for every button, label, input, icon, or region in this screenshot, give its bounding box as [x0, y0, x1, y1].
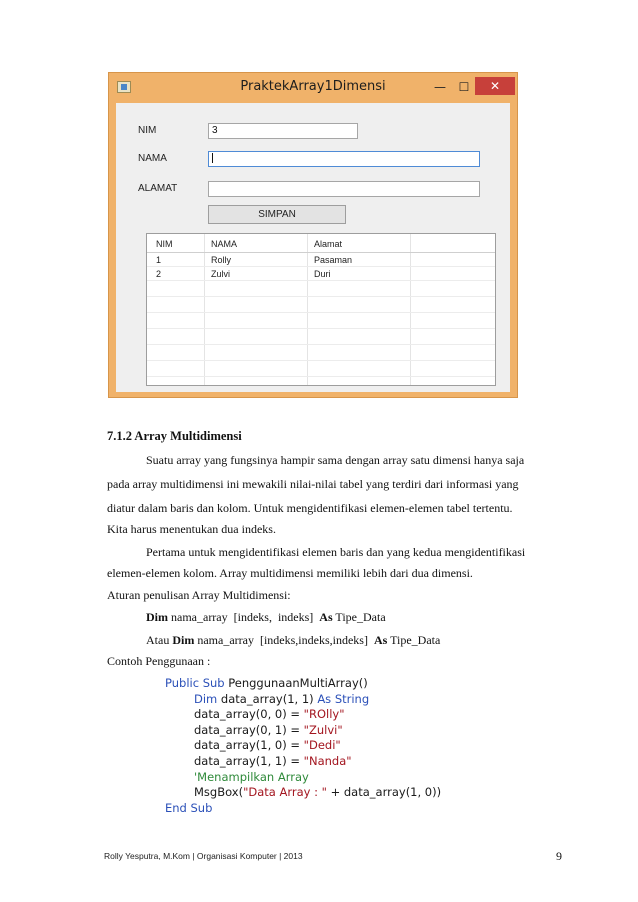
syntax-text: nama_array [indeks, indeks] — [168, 610, 320, 624]
grid-row-line — [147, 296, 495, 297]
syntax-text: Tipe_Data — [387, 633, 441, 647]
grid-cell-nama[interactable]: Rolly — [211, 255, 232, 265]
code-line — [165, 738, 441, 754]
code-line — [165, 785, 441, 801]
nim-label: NIM — [138, 125, 157, 136]
code-text: data_array(0, 0) = — [194, 707, 304, 722]
example-label: Contoh Penggunaan : — [107, 654, 211, 668]
code-text: PenggunaanMultiArray() — [224, 676, 368, 690]
maximize-icon[interactable]: ☐ — [458, 80, 470, 94]
grid-row-line — [147, 328, 495, 329]
syntax-text: nama_array [indeks,indeks,indeks] — [194, 633, 374, 647]
form-screenshot — [108, 72, 518, 398]
data-grid[interactable] — [146, 233, 496, 386]
code-keyword: Dim — [194, 691, 218, 706]
code-text: + data_array(1, 0)) — [326, 785, 442, 800]
code-text: data_array(1, 0) = — [194, 738, 304, 753]
grid-row-line — [147, 344, 495, 345]
grid-row-line — [147, 360, 495, 361]
code-comment: 'Menampilkan Array — [194, 769, 309, 784]
code-keyword: Public Sub — [165, 676, 225, 690]
paragraph-line: Pertama untuk mengidentifikasi elemen baris dan yang kedua mengidentifikasi — [146, 545, 526, 559]
code-string: "Nanda" — [303, 753, 352, 768]
keyword: As — [319, 610, 333, 624]
nama-field[interactable] — [208, 151, 480, 167]
grid-header-nama[interactable]: NAMA — [211, 239, 238, 249]
grid-cell-nim[interactable]: 2 — [156, 269, 162, 279]
close-icon[interactable]: ✕ — [475, 77, 515, 95]
minimize-icon[interactable]: — — [434, 80, 446, 94]
nama-label: NAMA — [138, 153, 167, 164]
section-title: 7.1.2 Array Multidimensi — [107, 429, 242, 443]
code-string: "Data Array : " — [243, 785, 327, 800]
code-string: "Dedi" — [303, 738, 341, 753]
title-bar — [109, 73, 517, 103]
grid-header-nim[interactable]: NIM — [156, 239, 173, 249]
grid-row-line — [147, 312, 495, 313]
code-text: data_array(0, 1) = — [194, 722, 304, 737]
code-line — [165, 707, 441, 723]
form-client-area — [116, 103, 510, 392]
code-block — [165, 676, 441, 816]
code-keyword: As String — [317, 691, 370, 706]
code-string: "Zulvi" — [303, 722, 343, 737]
code-line — [165, 692, 441, 708]
page-number: 9 — [556, 849, 562, 863]
code-line — [165, 754, 441, 770]
grid-cell-nim[interactable]: 1 — [156, 255, 162, 265]
code-text: MsgBox( — [194, 785, 244, 800]
syntax-line — [146, 634, 440, 646]
code-line — [165, 723, 441, 739]
syntax-text: Atau — [146, 633, 173, 647]
code-string: "ROlly" — [303, 707, 345, 722]
code-text: data_array(1, 1) = — [194, 753, 304, 768]
code-keyword: End Sub — [165, 800, 213, 815]
grid-row-line — [147, 266, 495, 267]
grid-header-alamat[interactable]: Alamat — [314, 239, 343, 249]
grid-row-line — [147, 376, 495, 377]
keyword: As — [373, 633, 388, 647]
alamat-label: ALAMAT — [138, 183, 178, 194]
nim-field[interactable]: 3 — [208, 123, 358, 139]
paragraph-line: elemen-elemen kolom. Array multidimensi memiliki lebih dari dua dimensi. — [107, 566, 473, 580]
grid-cell-alamat[interactable]: Pasaman — [314, 255, 353, 265]
grid-column-divider — [204, 234, 205, 385]
grid-column-divider — [410, 234, 411, 385]
paragraph-line: Aturan penulisan Array Multidimensi: — [107, 588, 291, 602]
keyword: Dim — [172, 633, 195, 647]
syntax-line — [146, 611, 386, 623]
code-text: data_array(1, 1) — [217, 691, 318, 706]
grid-header-divider — [147, 252, 495, 253]
grid-row-line — [147, 280, 495, 281]
simpan-button[interactable]: SIMPAN — [208, 205, 346, 224]
grid-cell-alamat[interactable]: Duri — [314, 269, 331, 279]
paragraph-line: Suatu array yang fungsinya hampir sama dengan array satu dimensi hanya saja — [146, 453, 525, 467]
text-caret — [212, 153, 213, 163]
paragraph-line: Kita harus menentukan dua indeks. — [107, 522, 276, 536]
code-line — [165, 676, 441, 692]
paragraph-line: pada array multidimensi ini mewakili nilai-nilai tabel yang terdiri dari informasi yang — [107, 477, 519, 491]
grid-column-divider — [307, 234, 308, 385]
window-title: PraktekArray1Dimensi — [240, 79, 386, 94]
keyword: Dim — [146, 610, 168, 624]
grid-cell-nama[interactable]: Zulvi — [211, 269, 231, 279]
paragraph-line: diatur dalam baris dan kolom. Untuk mengidentifikasi elemen-elemen tabel tertentu. — [107, 501, 513, 515]
syntax-text: Tipe_Data — [332, 610, 386, 624]
alamat-field[interactable] — [208, 181, 480, 197]
page-footer: Rolly Yesputra, M.Kom | Organisasi Komputer | 2013 — [104, 851, 303, 861]
